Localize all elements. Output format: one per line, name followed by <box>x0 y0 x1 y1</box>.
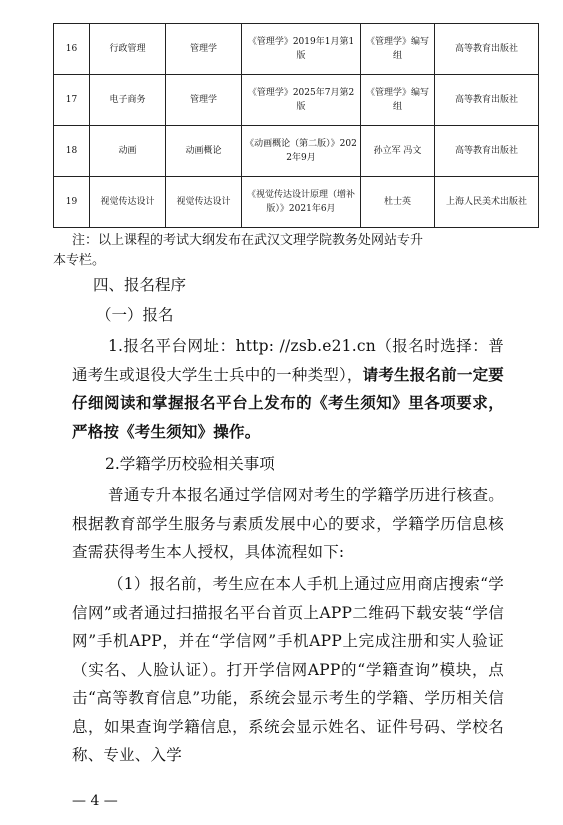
table-row <box>54 126 539 177</box>
paragraph-verification: 普通专升本报名通过学信网对考生的学籍学历进行核查。根据教育部学生服务与素质发展中心的要求，学籍学历信息核查需获得考生本人授权，具体流程如下: <box>72 486 504 561</box>
platform-warning: 请考生报名前一定要仔细阅读和掌握报名平台上发布的《考生须知》里各项要求，严格按《考生须知》操作。 <box>72 364 504 441</box>
paragraph-step-1: （1）报名前，考生应在本人手机上通过应用商店搜索“学信网”或者通过扫描报名平台首页上APP二维码下载安装“学信网”手机APP，并在“学信网”手机APP上完成注册和实人验证（实名、人脸认证）。打开学信网APP的“学籍查询”模块，点击“高等教育信息”功能，系统会显示考生的学籍、学历相关信息，如果查询学籍信息，系统会显示姓名、证件号码、学校名称、专业、入学 <box>72 575 504 764</box>
cell-publisher: 上海人民美术出版社 <box>435 177 539 228</box>
table-row <box>54 177 539 228</box>
cell-name: 电子商务 <box>90 75 166 126</box>
page-number: — 4 — <box>72 793 118 809</box>
platform-text: 1.报名平台网址：http: //zsb.e21.cn（报名时选择：普通考生或退役大学生士兵中的一种类型）， <box>72 337 504 384</box>
cell-publisher: 高等教育出版社 <box>435 126 539 177</box>
table-note <box>53 231 542 271</box>
cell-category: 管理学 <box>166 75 242 126</box>
cell-name: 行政管理 <box>90 24 166 75</box>
cell-textbook: 《管理学》2025年7月第2版 <box>242 75 361 126</box>
cell-no: 18 <box>54 126 90 177</box>
cell-no: 17 <box>54 75 90 126</box>
cell-category: 视觉传达设计 <box>166 177 242 228</box>
cell-author: 杜士英 <box>361 177 435 228</box>
cell-category: 管理学 <box>166 24 242 75</box>
note-line-2: 本专栏。 <box>53 253 106 268</box>
cell-category: 动画概论 <box>166 126 242 177</box>
section-subheading: （一）报名 <box>96 306 174 324</box>
cell-name: 动画 <box>90 126 166 177</box>
table-row <box>54 24 539 75</box>
cell-author: 孙立军 冯文 <box>361 126 435 177</box>
paragraph-registration-platform <box>72 332 504 446</box>
course-table <box>53 23 539 228</box>
cell-no: 16 <box>54 24 90 75</box>
cell-no: 19 <box>54 177 90 228</box>
cell-publisher: 高等教育出版社 <box>435 24 539 75</box>
cell-publisher: 高等教育出版社 <box>435 75 539 126</box>
cell-author: 《管理学》编写组 <box>361 75 435 126</box>
cell-textbook: 《视觉传达设计原理（增补版）》2021年6月 <box>242 177 361 228</box>
cell-textbook: 《管理学》2019年1月第1版 <box>242 24 361 75</box>
cell-name: 视觉传达设计 <box>90 177 166 228</box>
note-line-1: 注：以上课程的考试大纲发布在武汉文理学院教务处网站专升 <box>72 233 424 248</box>
cell-author: 《管理学》编写组 <box>361 24 435 75</box>
cell-textbook: 《动画概论（第二版）》2022年9月 <box>242 126 361 177</box>
table-row <box>54 75 539 126</box>
subsection-heading: 2.学籍学历校验相关事项 <box>105 455 275 473</box>
section-heading: 四、报名程序 <box>93 276 187 294</box>
